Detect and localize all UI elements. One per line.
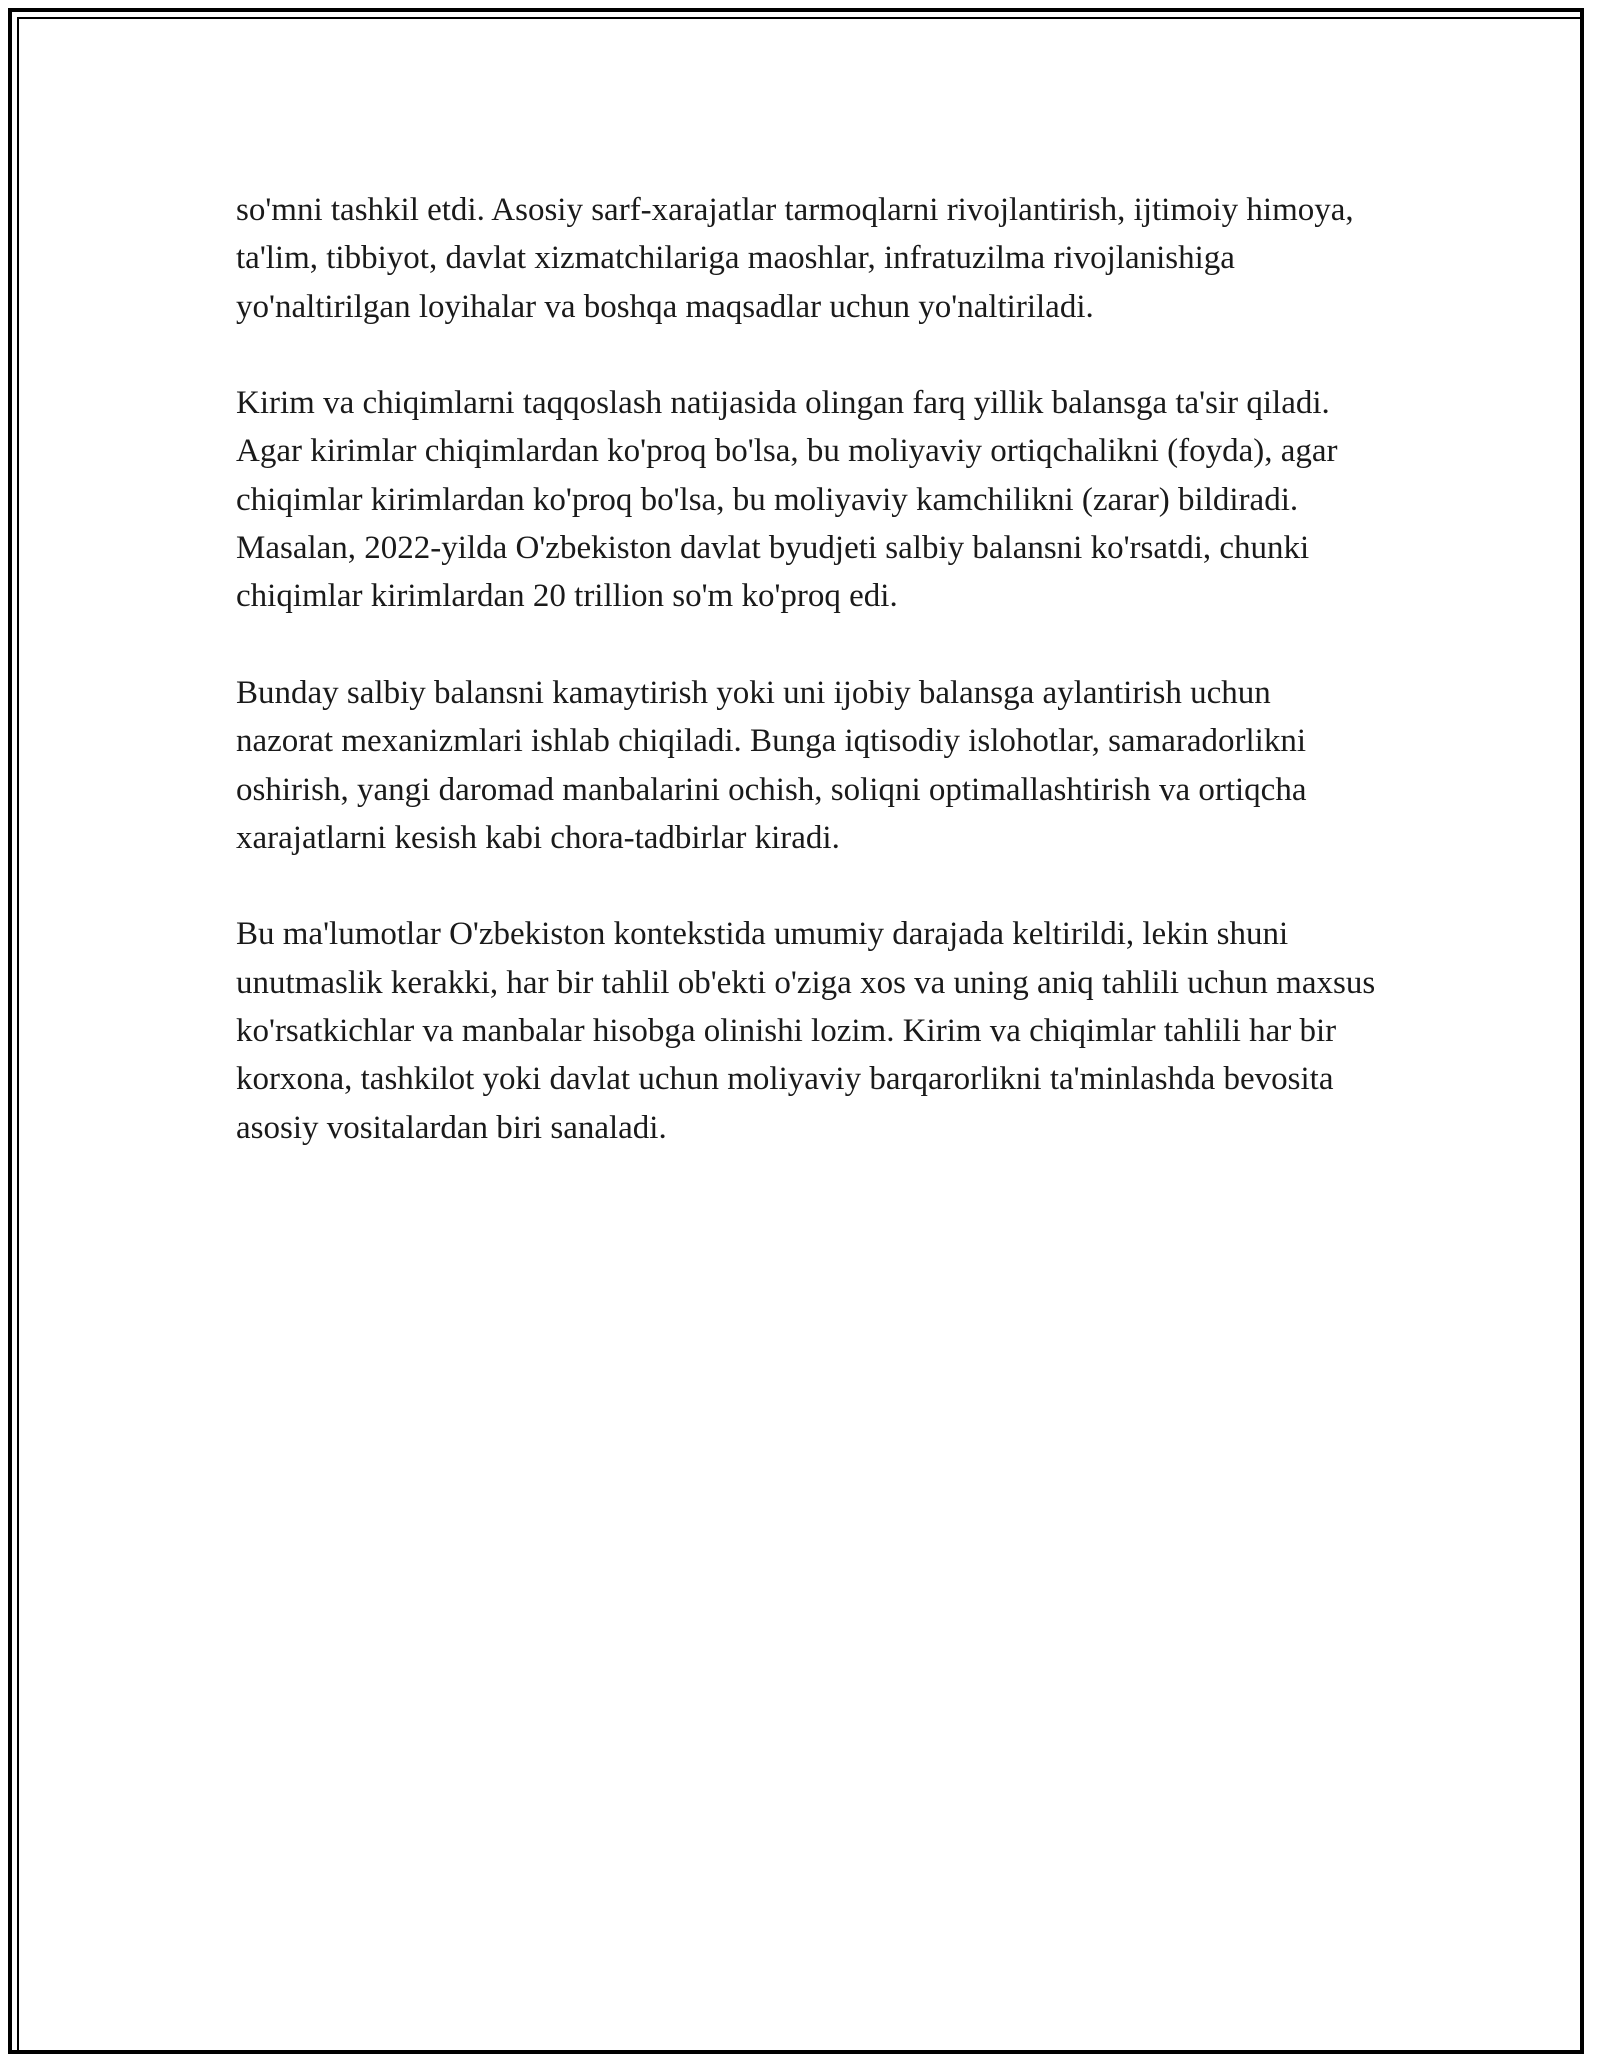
- document-body: [236, 186, 1376, 1152]
- paragraph-1: so'mni tashkil etdi. Asosiy sarf-xarajatlar tarmoqlarni rivojlantirish, ijtimoiy himoya, ta'lim, tibbiyot, davlat xizmatchilariga maoshlar, infratuzilma rivojlanishiga yo'naltirilgan loyihalar va boshqa maqsadlar uchun yo'naltiriladi.: [236, 192, 1354, 325]
- paragraph-3: Bunday salbiy balansni kamaytirish yoki uni ijobiy balansga aylantirish uchun nazorat mexanizmlari ishlab chiqiladi. Bunga iqtisodiy islohotlar, samaradorlikni oshirish, yangi daromad manbalarini ochish, soliqni optimallashtirish va ortiqcha xarajatlarni kesish kabi chora-tadbirlar kiradi.: [236, 674, 1307, 856]
- paragraph-2: Kirim va chiqimlarni taqqoslash natijasida olingan farq yillik balansga ta'sir qiladi. Agar kirimlar chiqimlardan ko'proq bo'lsa, bu moliyaviy ortiqchalikni (foyda), agar chiqimlar kirimlardan ko'proq bo'lsa, bu moliyaviy kamchilikni (zarar) bildiradi. Masalan, 2022-yilda O'zbekiston davlat byudjeti salbiy balansni ko'rsatdi, chunki chiqimlar kirimlardan 20 trillion so'm ko'proq edi.: [236, 385, 1338, 615]
- paragraph-4: Bu ma'lumotlar O'zbekiston kontekstida umumiy darajada keltirildi, lekin shuni unutmaslik kerakki, har bir tahlil ob'ekti o'ziga xos va uning aniq tahlili uchun maxsus ko'rsatkichlar va manbalar hisobga olinishi lozim. Kirim va chiqimlar tahlili har bir korxona, tashkilot yoki davlat uchun moliyaviy barqarorlikni ta'minlashda bevosita asosiy vositalardan biri sanaladi.: [236, 916, 1376, 1146]
